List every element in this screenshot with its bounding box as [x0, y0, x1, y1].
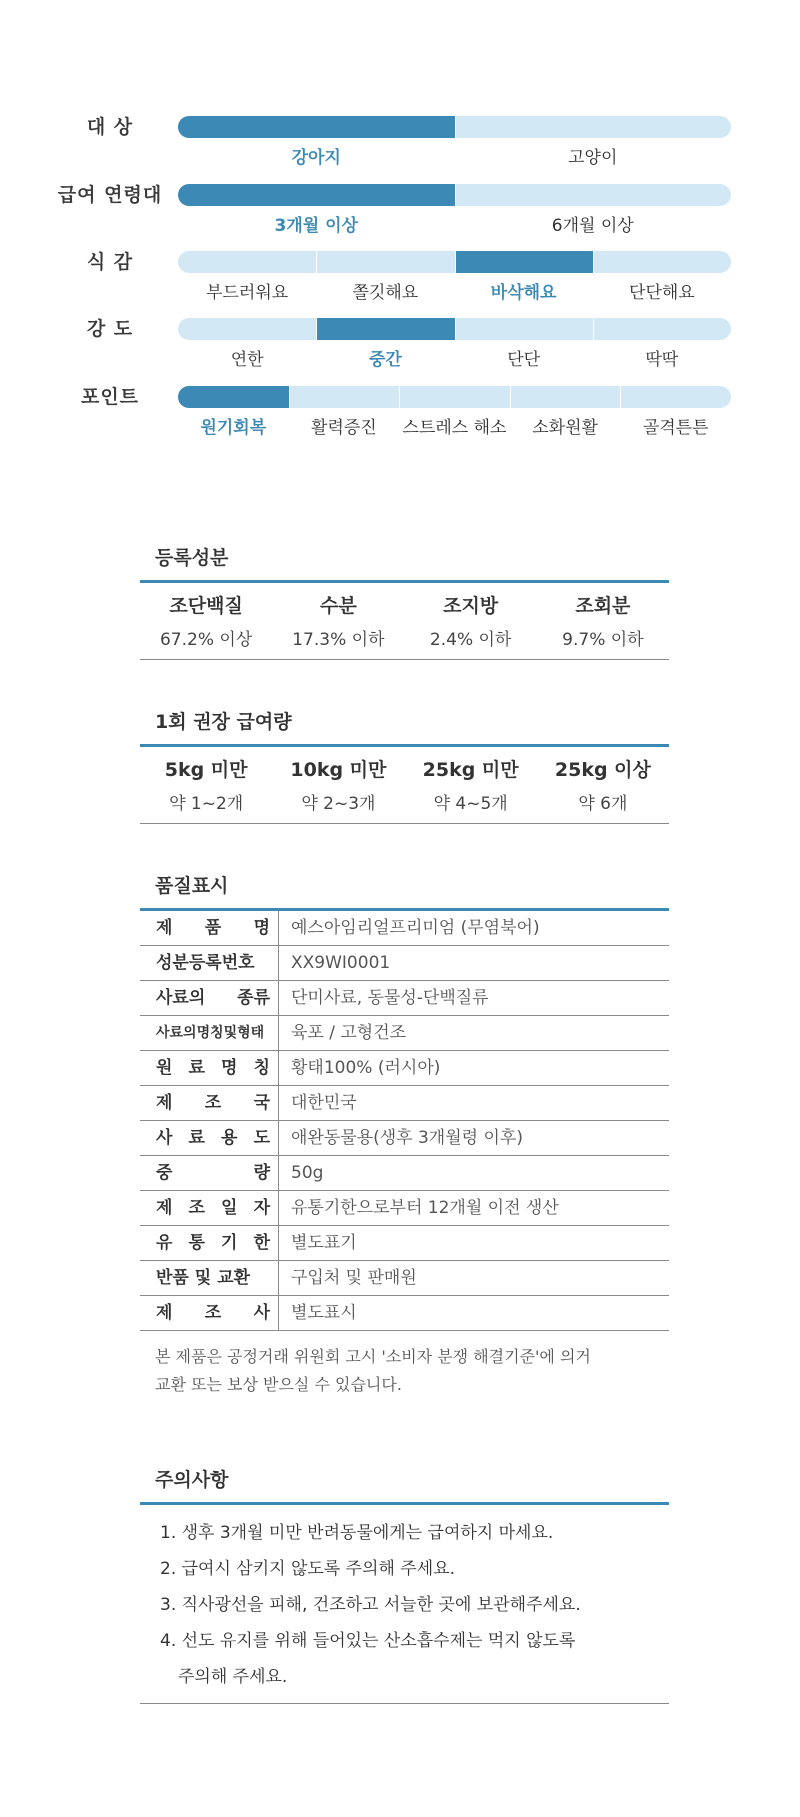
attribute-option: 골격튼튼	[642, 418, 709, 438]
feeding-header: 5kg 미만	[164, 759, 248, 781]
attribute-label: 강 도	[86, 318, 134, 340]
quality-key: 반품 및 교환	[156, 1268, 250, 1288]
quality-title: 품질표시	[155, 875, 229, 897]
feeding-value: 약 6개	[578, 794, 628, 814]
quality-value: 50g	[291, 1163, 324, 1183]
attribute-option: 중간	[368, 350, 402, 370]
quality-key: 제 품 명	[156, 918, 270, 938]
attribute-bar	[178, 318, 731, 340]
attribute-segment-filled	[316, 318, 455, 340]
attribute-segment	[455, 116, 732, 138]
quality-row	[140, 1051, 669, 1086]
quality-row	[140, 1086, 669, 1121]
attribute-option: 원기회복	[200, 418, 267, 438]
quality-key: 유 통 기 한	[156, 1233, 270, 1253]
quality-notice-line: 본 제품은 공정거래 위원회 고시 '소비자 분쟁 해결기준'에 의거	[155, 1347, 591, 1366]
attribute-option: 연한	[230, 350, 264, 370]
quality-key: 성분등록번호	[156, 953, 255, 973]
feeding-title: 1회 권장 급여량	[155, 711, 292, 733]
quality-row	[140, 1296, 669, 1331]
caution-item: 3. 직사광선을 피해, 건조하고 서늘한 곳에 보관해주세요.	[160, 1595, 581, 1615]
quality-key: 제 조 사	[156, 1303, 270, 1323]
attribute-option: 쫄깃해요	[352, 283, 419, 303]
attribute-segment	[593, 251, 731, 273]
attribute-option: 부드러워요	[206, 283, 289, 303]
attribute-label: 급여 연령대	[57, 184, 163, 206]
quality-row	[140, 1016, 669, 1051]
quality-key: 제 조 일 자	[156, 1198, 270, 1218]
attribute-option: 소화원활	[532, 418, 598, 438]
ingredients-header: 수분	[320, 595, 357, 617]
attribute-segment-filled	[178, 386, 289, 408]
quality-row	[140, 911, 669, 946]
quality-key: 사료의 종류	[156, 988, 270, 1008]
attribute-segment-filled	[178, 184, 455, 206]
ingredients-title: 등록성분	[155, 547, 229, 569]
attribute-segment	[178, 318, 316, 340]
quality-value: 별도표기	[291, 1233, 357, 1253]
attribute-bar	[178, 184, 731, 206]
attribute-segment	[289, 386, 401, 408]
quality-row	[140, 981, 669, 1016]
attribute-bar	[178, 116, 731, 138]
quality-value: 단미사료, 동물성-단백질류	[291, 988, 489, 1008]
caution-list	[140, 1505, 669, 1703]
ingredients-value: 67.2% 이상	[159, 630, 253, 650]
quality-row	[140, 1191, 669, 1226]
quality-key: 사료의명칭및형태	[156, 1025, 265, 1041]
attribute-bar	[178, 251, 731, 273]
attribute-segment	[510, 386, 622, 408]
quality-row	[140, 1261, 669, 1296]
quality-key: 제 조 국	[156, 1093, 270, 1113]
ingredients-value-row	[140, 625, 669, 659]
ingredients-header-row	[140, 583, 669, 625]
quality-key: 원 료 명 칭	[156, 1058, 270, 1078]
attribute-label: 포인트	[80, 386, 140, 408]
quality-table	[140, 911, 669, 1331]
attribute-label: 대 상	[86, 116, 134, 138]
attribute-segment	[593, 318, 731, 340]
ingredients-value: 2.4% 이하	[429, 630, 512, 650]
attribute-segment-filled	[455, 251, 594, 273]
feeding-value: 약 4~5개	[433, 794, 508, 814]
feeding-header: 10kg 미만	[290, 759, 387, 781]
quality-notice-line: 교환 또는 보상 받으실 수 있습니다.	[155, 1375, 402, 1394]
caution-item-text: 4. 선도 유지를 위해 들어있는 산소흡수제는 먹지 않도록	[160, 1631, 576, 1651]
quality-value: 황태100% (러시아)	[291, 1058, 441, 1078]
attribute-segment	[620, 386, 731, 408]
quality-value: XX9WI0001	[291, 953, 391, 973]
attribute-option: 단단	[507, 350, 541, 370]
quality-notice	[140, 1343, 669, 1399]
feeding-header: 25kg 이상	[554, 759, 651, 781]
attribute-option: 딱딱	[645, 350, 679, 370]
quality-value: 대한민국	[291, 1093, 357, 1113]
feeding-value: 약 1~2개	[169, 794, 244, 814]
attribute-segment	[455, 318, 594, 340]
attribute-segment	[178, 251, 316, 273]
ingredients-header: 조지방	[443, 595, 499, 617]
feeding-value-row	[140, 789, 669, 823]
attribute-option: 단단해요	[629, 283, 695, 303]
caution-item	[160, 1623, 669, 1695]
feeding-section	[140, 706, 669, 824]
ingredients-bottom-rule	[140, 659, 669, 660]
quality-key: 사 료 용 도	[156, 1128, 270, 1148]
ingredients-value: 9.7% 이하	[562, 630, 644, 650]
caution-item: 2. 급여시 삼키지 않도록 주의해 주세요.	[160, 1559, 455, 1579]
feeding-header: 25kg 미만	[422, 759, 519, 781]
quality-value: 애완동물용(생후 3개월령 이후)	[291, 1128, 523, 1148]
quality-row	[140, 1121, 669, 1156]
ingredients-header: 조단백질	[169, 595, 243, 617]
caution-section	[140, 1464, 669, 1704]
attribute-bar	[178, 386, 731, 408]
attribute-segment-filled	[178, 116, 455, 138]
attribute-option: 3개월 이상	[274, 216, 358, 236]
attribute-segment	[316, 251, 455, 273]
attribute-option: 스트레스 해소	[402, 418, 507, 438]
quality-key: 중 량	[156, 1163, 270, 1183]
quality-value: 구입처 및 판매원	[291, 1268, 417, 1288]
feeding-value: 약 2~3개	[301, 794, 376, 814]
attribute-option: 6개월 이상	[551, 216, 634, 236]
attribute-option: 바삭해요	[490, 283, 557, 303]
caution-title: 주의사항	[155, 1469, 229, 1491]
caution-item: 1. 생후 3개월 미만 반려동물에게는 급여하지 마세요.	[160, 1523, 554, 1543]
ingredients-section	[140, 542, 669, 660]
feeding-header-row	[140, 747, 669, 789]
attribute-option: 활력증진	[311, 418, 377, 438]
attribute-segment	[455, 184, 732, 206]
quality-row	[140, 946, 669, 981]
caution-item-continuation: 주의해 주세요.	[178, 1667, 288, 1687]
attribute-option: 고양이	[568, 148, 618, 168]
quality-section	[140, 870, 669, 1399]
feeding-bottom-rule	[140, 823, 669, 824]
ingredients-value: 17.3% 이하	[292, 630, 385, 650]
quality-row	[140, 1156, 669, 1191]
quality-value: 육포 / 고형건조	[291, 1023, 407, 1043]
quality-value: 유통기한으로부터 12개월 이전 생산	[291, 1198, 559, 1218]
ingredients-header: 조회분	[575, 595, 631, 617]
caution-bottom-rule	[140, 1703, 669, 1704]
quality-row	[140, 1226, 669, 1261]
attribute-segment	[399, 386, 511, 408]
attribute-option: 강아지	[291, 148, 341, 168]
quality-value: 별도표시	[291, 1303, 357, 1323]
quality-value: 예스아임리얼프리미엄 (무염북어)	[291, 918, 540, 938]
attribute-label: 식 감	[86, 251, 134, 273]
